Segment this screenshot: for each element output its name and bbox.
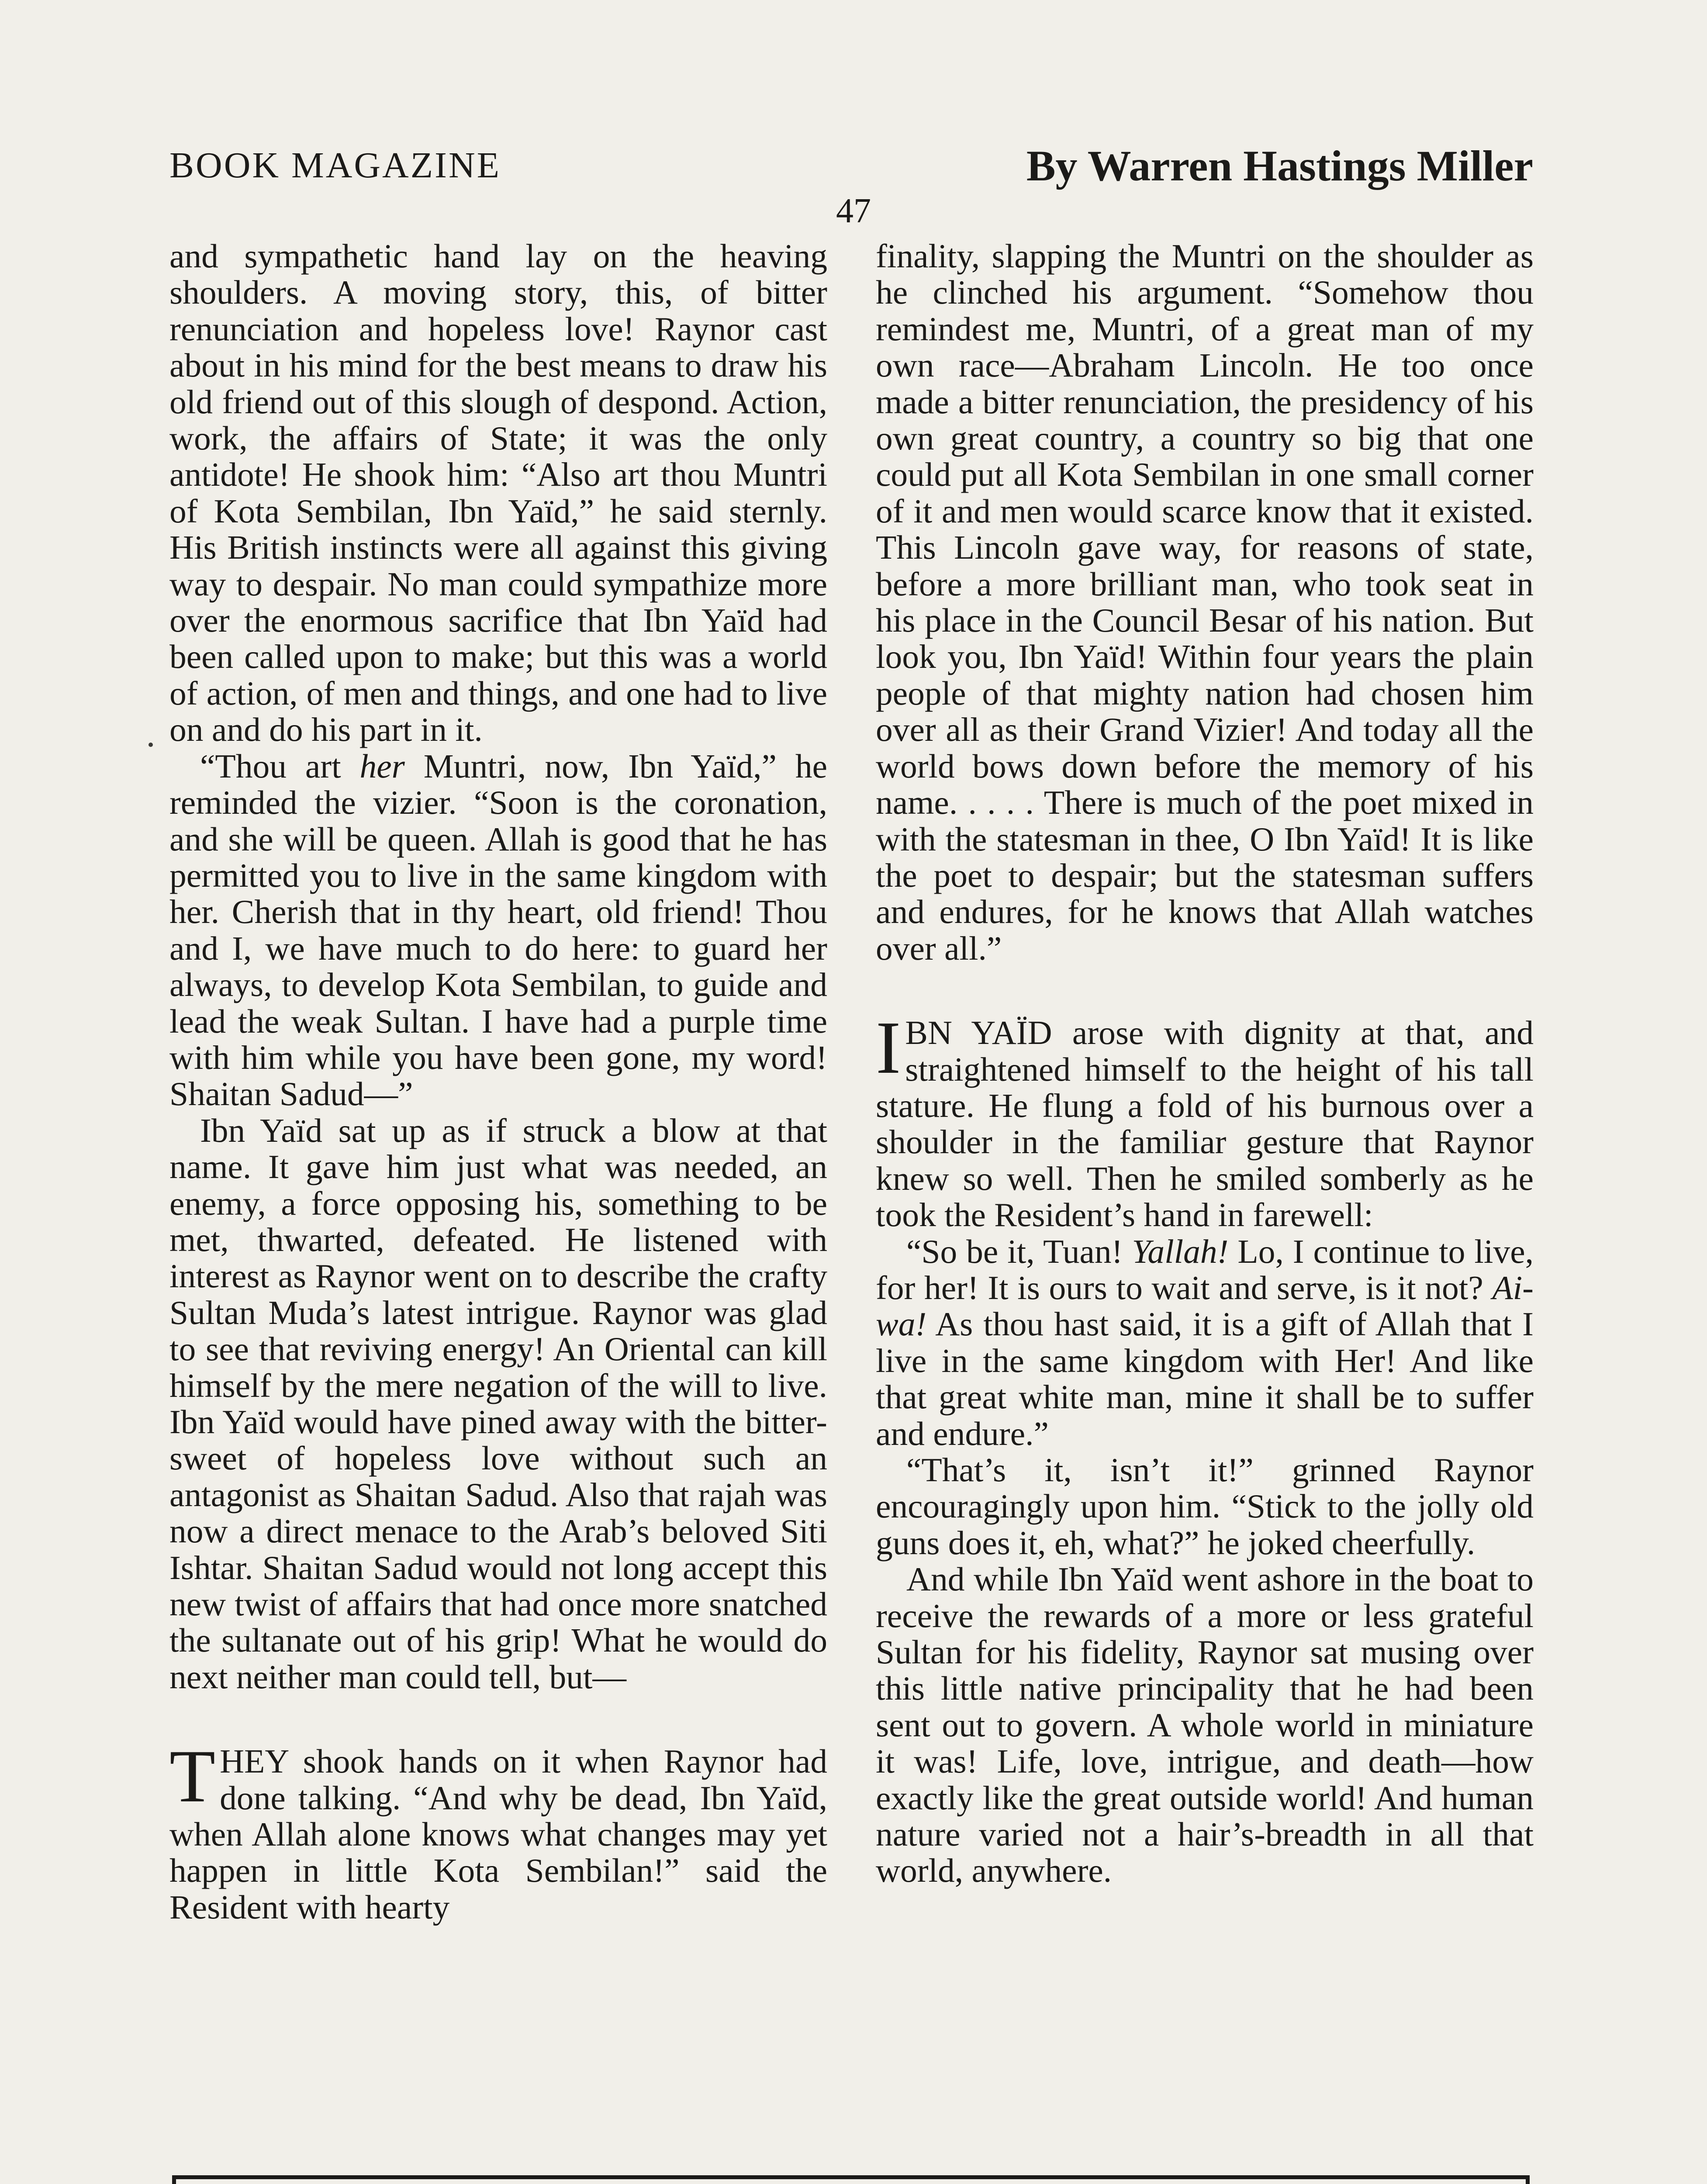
emphasis: Yallah! xyxy=(1132,1232,1229,1270)
paragraph: finality, slapping the Muntri on the shoulder as he clinched his argument. “Somehow thou remindest me, Muntri, of a great man of my own race—Abraham Lincoln. He too once made a bitter renunciation, the presidency of his own great country, a country so big that one could put all Kota Sembilan in one small corner of it and men would scarce know that it existed. This Lincoln gave way, for reasons of state, before a more brilliant man, who took seat in his place in the Council Besar of his nation. But look you, Ibn Yaïd! Within four years the plain people of that mighty nation had chosen him over all as their Grand Vizier! And today all the world bows down before the memory of his name. . . . . There is much of the poet mixed in with the statesman in thee, O Ibn Yaïd! It is like the poet to despair; but the statesman suffers and endures, for he knows that Allah watches over all.” xyxy=(876,237,1534,967)
emphasis: her xyxy=(359,747,405,785)
drop-cap: I xyxy=(876,1006,901,1090)
running-head-byline: By Warren Hastings Miller xyxy=(1026,142,1533,190)
drop-cap: T xyxy=(169,1735,216,1818)
paragraph: and sympathetic hand lay on the heaving shoulders. A moving story, this, of bitter renunciation and hopeless love! Raynor cast about in his mind for the best means to draw his old friend out of this slough of despond. Action, work, the affairs of State; it was the only antidote! He shook him: “Also art thou Muntri of Kota Sembilan, Ibn Yaïd,” he said sternly. His British instincts were all against this giving way to despair. No man could sympathize more over the enormous sacrifice that Ibn Yaïd had been called upon to make; but this was a world of action, of men and things, and one had to live on and do his part in it. xyxy=(169,237,827,749)
small-caps-lead: BN YAÏD xyxy=(905,1014,1052,1052)
paragraph: Ibn Yaïd sat up as if struck a blow at that name. It gave him just what was needed, an enemy, a force opposing his, something to be met, thwarted, defeated. He listened with interest as Raynor went on to describe the crafty Sultan Muda’s latest intrigue. Raynor was glad to see that reviving energy! An Oriental can kill himself by the mere negation of the will to live. Ibn Yaïd would have pined away with the bitter-sweet of hopeless love without such an antagonist as Shaitan Sadud. Also that rajah was now a direct menace to the Arab’s beloved Siti Ishtar. Shaitan Sadud would not long accept this new twist of affairs that had once more snatched the sultanate out of his grip! What he would do next neither man could tell, but— xyxy=(169,1111,827,1696)
left-column xyxy=(169,238,827,1925)
print-speck xyxy=(149,743,153,747)
small-caps-lead: HEY xyxy=(220,1742,288,1780)
page-number: 47 xyxy=(836,192,871,230)
running-head-magazine: BOOK MAGAZINE xyxy=(169,145,501,186)
next-issue-notice-box xyxy=(172,2175,1530,2184)
right-column xyxy=(876,238,1534,1889)
section-break xyxy=(169,1695,827,1743)
section-break xyxy=(876,967,1534,1015)
section-opening-paragraph: IBN YAÏD arose with dignity at that, and straightened himself to the height of his tall stature. He flung a fold of his burnous over a shoulder in the familiar gesture that Raynor knew so well. Then he smiled somberly as he took the Resident’s hand in farewell: xyxy=(876,1006,1534,1234)
paragraph: “So be it, Tuan! Yallah! Lo, I continue to live, for her! It is ours to wait and serve, is it not? Ai-wa! As thou hast said, it is a gift of Allah that I live in the same kingdom with Her! And like that great white man, mine it shall be to suffer and endure.” xyxy=(876,1232,1534,1452)
section-opening-paragraph: THEY shook hands on it when Raynor had done talking. “And why be dead, Ibn Yaïd, when Allah alone knows what changes may yet happen in little Kota Sembilan!” said the Resident with hearty xyxy=(169,1735,827,1926)
emphasis: Ai-wa! xyxy=(876,1268,1534,1343)
paragraph: And while Ibn Yaïd went ashore in the boat to receive the rewards of a more or less grateful Sultan for his fidelity, Raynor sat musing over this little native principality that he had been sent out to govern. A whole world in miniature it was! Life, love, intrigue, and death—how exactly like the great outside world! And human nature varied not a hair’s-breadth in all that world, anywhere. xyxy=(876,1560,1534,1890)
paragraph: “That’s it, isn’t it!” grinned Raynor encouragingly upon him. “Stick to the jolly old guns does it, eh, what?” he joked cheerfully. xyxy=(876,1451,1534,1562)
paragraph: “Thou art her Muntri, now, Ibn Yaïd,” he reminded the vizier. “Soon is the coronation, and she will be queen. Allah is good that he has permitted you to live in the same kingdom with her. Cherish that in thy heart, old friend! Thou and I, we have much to do here: to guard her always, to develop Kota Sembilan, to guide and lead the weak Sultan. I have had a purple time with him while you have been gone, my word! Shaitan Sadud—” xyxy=(169,747,827,1113)
